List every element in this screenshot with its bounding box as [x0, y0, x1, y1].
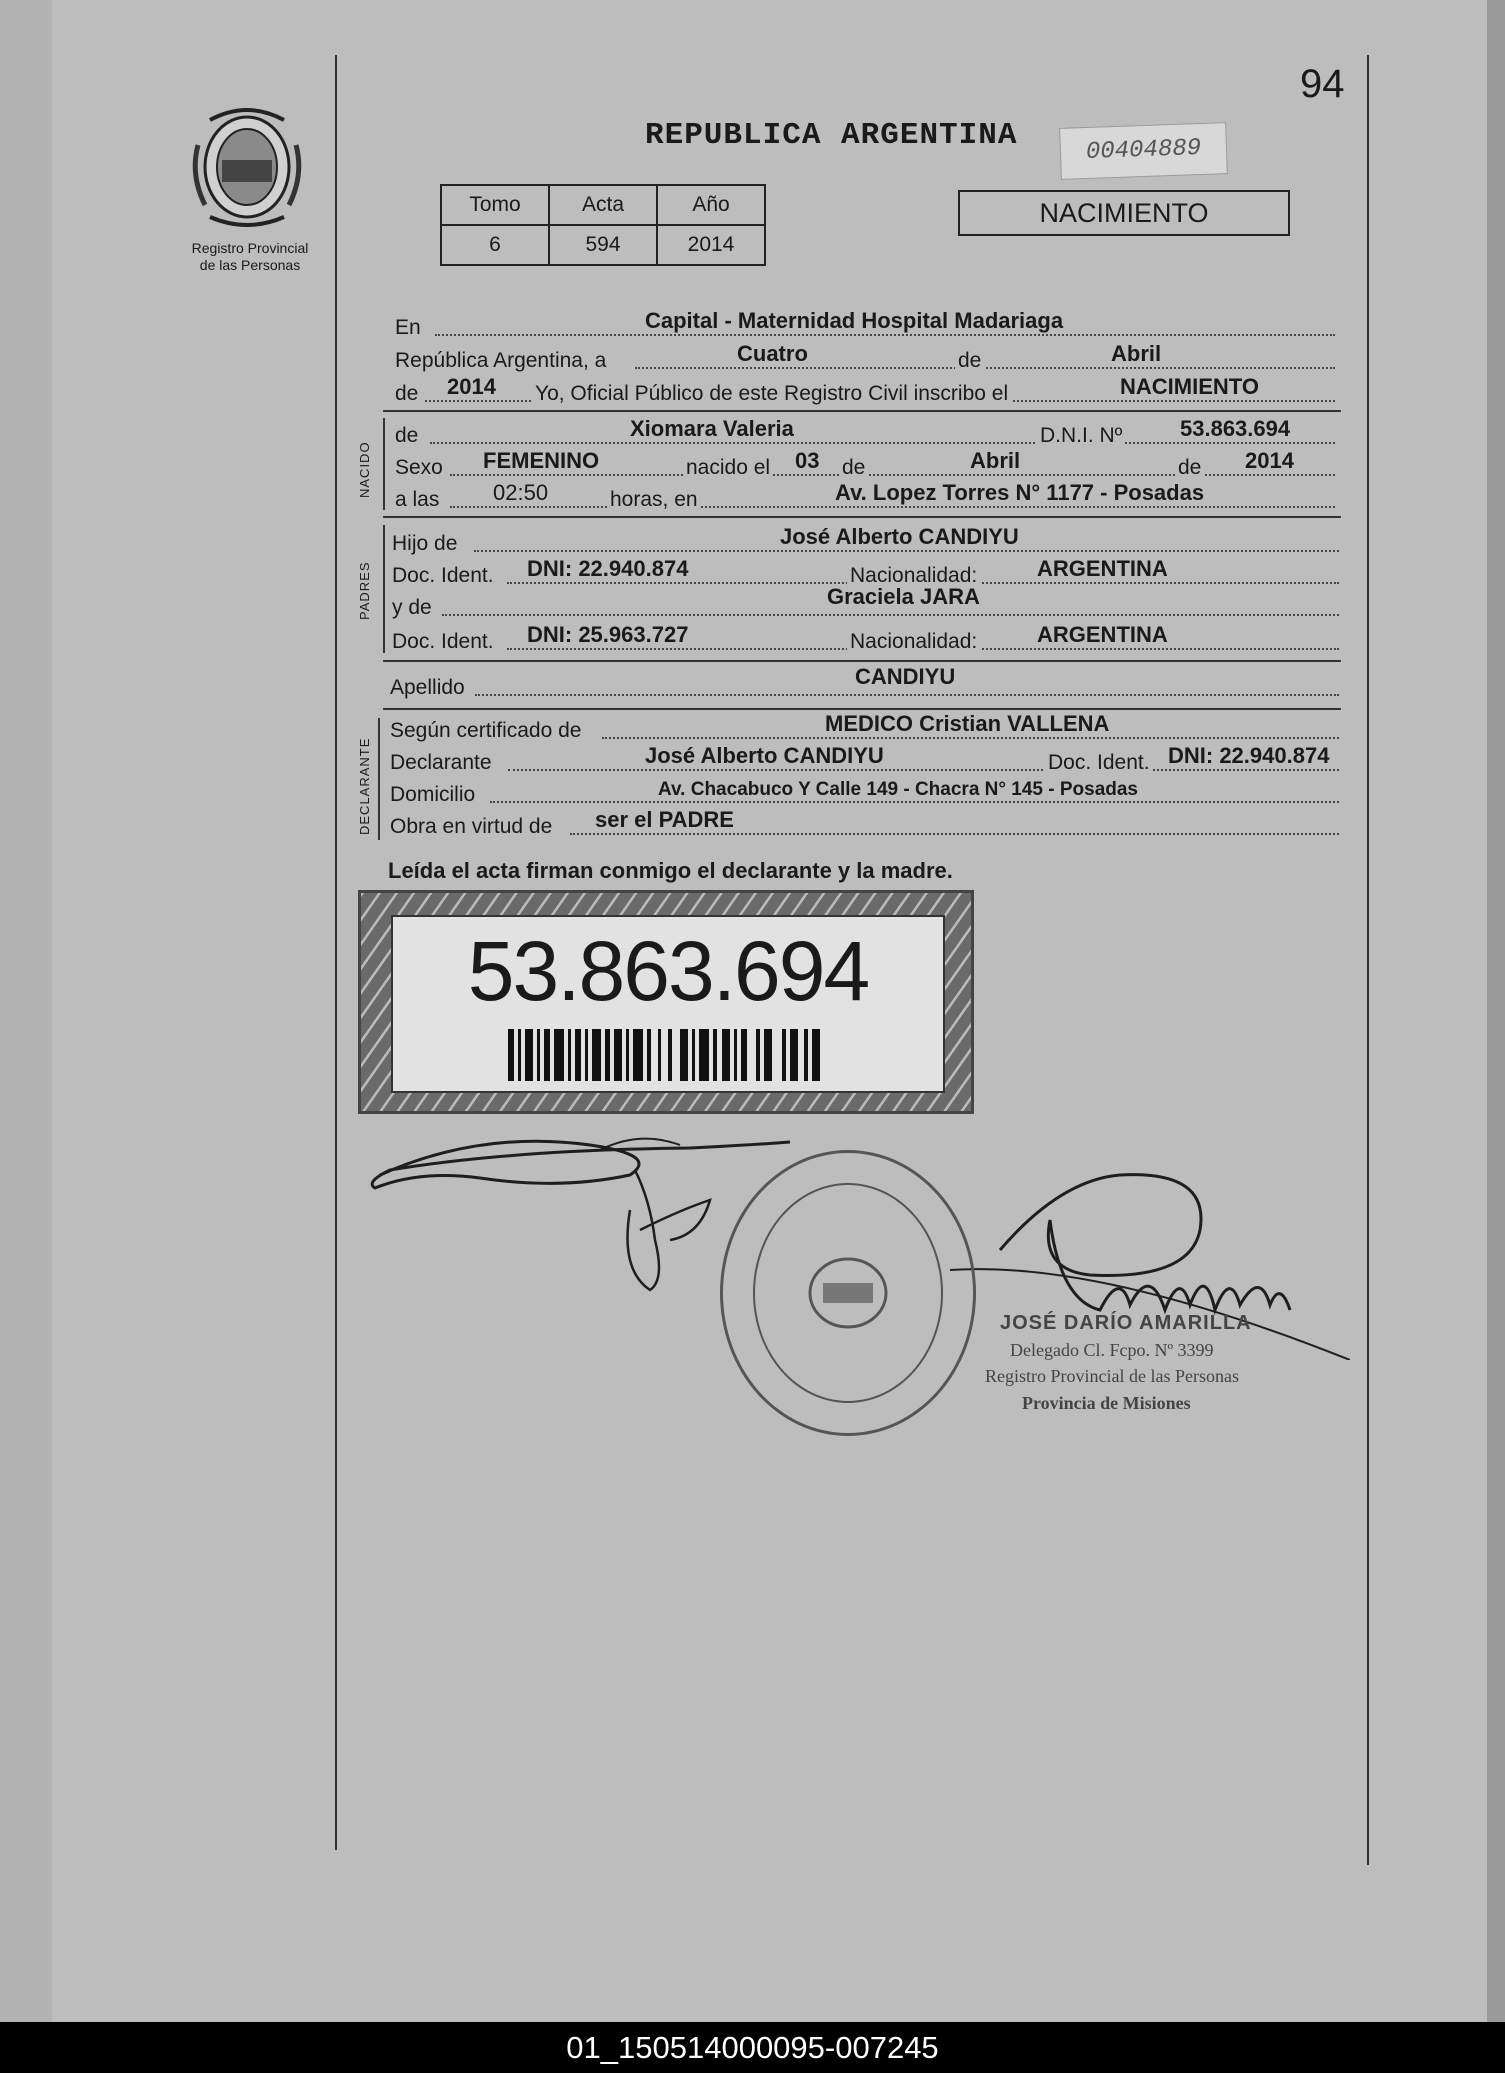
line-republica	[395, 343, 1340, 373]
value-apellido: CANDIYU	[855, 664, 956, 689]
value-act: NACIMIENTO	[1120, 374, 1259, 399]
left-frame-line	[335, 55, 337, 1850]
left-page-edge	[0, 0, 54, 2022]
official-title: Delegado Cl. Fcpo. Nº 3399	[1010, 1340, 1214, 1360]
right-frame-line	[1367, 55, 1369, 1865]
document-title: REPUBLICA ARGENTINA	[645, 118, 1018, 153]
line-hijo-de	[392, 526, 1340, 556]
line-nacido-name	[395, 418, 1340, 448]
label-declarante: Declarante	[390, 751, 492, 774]
declarant-signature-icon	[360, 1090, 800, 1200]
serial-stamp: 00404889	[1059, 122, 1228, 180]
value-mother-nat: ARGENTINA	[1037, 622, 1168, 647]
label-republica: República Argentina, a	[395, 349, 607, 372]
record-table-value-row	[441, 225, 765, 265]
label-nacido-el: nacido el	[683, 456, 773, 480]
value-name: Xiomara Valeria	[630, 416, 794, 441]
label-doc-ident: Doc. Ident.	[1045, 751, 1153, 775]
dotted-rule	[635, 367, 1335, 369]
label-nacionalidad: Nacionalidad:	[847, 630, 980, 654]
dni-sticker	[358, 890, 974, 1114]
section-bracket	[383, 525, 385, 653]
value-father-doc: DNI: 22.940.874	[527, 556, 689, 581]
label-certificado: Según certificado de	[390, 719, 582, 742]
value-father: José Alberto CANDIYU	[780, 524, 1019, 549]
section-bracket	[383, 418, 385, 510]
line-en	[395, 310, 1340, 340]
value-sexo: FEMENINO	[483, 448, 600, 473]
value-birth-place: Av. Lopez Torres N° 1177 - Posadas	[835, 480, 1205, 505]
dotted-rule	[602, 737, 1339, 739]
dotted-rule	[474, 550, 1339, 552]
line-domicilio	[390, 777, 1340, 807]
dotted-rule	[508, 769, 1339, 771]
label-y-de: y de	[392, 596, 432, 619]
label-domicilio: Domicilio	[390, 783, 476, 806]
value-tomo: 6	[441, 225, 549, 265]
dotted-rule	[490, 801, 1339, 803]
line-sexo	[395, 450, 1340, 480]
section-label-declarante: DECLARANTE	[357, 737, 372, 835]
value-year: 2014	[447, 374, 496, 399]
registry-label-line1: Registro Provincial	[191, 240, 309, 256]
section-rule	[383, 410, 1341, 412]
ministry-seal	[720, 1150, 976, 1436]
dotted-rule	[435, 334, 1335, 336]
value-anio: 2014	[657, 225, 765, 265]
value-father-nat: ARGENTINA	[1037, 556, 1168, 581]
label-statement: Yo, Oficial Público de este Registro Civil inscribo el	[532, 382, 1011, 406]
value-mother: Graciela JARA	[827, 584, 980, 609]
section-rule	[383, 708, 1341, 710]
file-id: 01_150514000095-007245	[566, 2030, 939, 2065]
value-birth-day: 03	[795, 448, 820, 473]
header-anio: Año	[657, 185, 765, 225]
record-table	[440, 184, 766, 266]
misiones-crest-icon	[190, 105, 305, 235]
dotted-rule	[430, 442, 1335, 444]
registry-label-line2: de las Personas	[199, 257, 301, 273]
value-declarante: José Alberto CANDIYU	[645, 743, 884, 768]
label-horas: horas, en	[607, 488, 701, 512]
dotted-rule	[442, 614, 1339, 616]
line-statement	[395, 376, 1340, 406]
dni-sticker-inner	[391, 915, 945, 1093]
line-declarante	[390, 745, 1340, 775]
value-obra: ser el PADRE	[595, 807, 734, 832]
value-day: Cuatro	[737, 341, 808, 366]
official-province: Provincia de Misiones	[1022, 1393, 1191, 1413]
label-de: de	[839, 456, 868, 480]
label-doc-ident: Doc. Ident.	[392, 564, 494, 587]
value-dni: 53.863.694	[1180, 416, 1291, 441]
value-declarante-doc: DNI: 22.940.874	[1168, 743, 1330, 768]
act-type-box: NACIMIENTO	[958, 190, 1290, 236]
label-sexo: Sexo	[395, 456, 443, 479]
label-dni: D.N.I. Nº	[1037, 424, 1125, 448]
value-place: Capital - Maternidad Hospital Madariaga	[645, 308, 1064, 333]
line-mother-doc	[392, 624, 1340, 654]
line-y-de	[392, 584, 1340, 620]
official-registry: Registro Provincial de las Personas	[985, 1366, 1239, 1386]
label-apellido: Apellido	[390, 676, 465, 699]
label-en: En	[395, 316, 421, 339]
closing-statement: Leída el acta firman conmigo el declarante y la madre.	[388, 858, 953, 883]
official-name: JOSÉ DARÍO AMARILLA	[1000, 1312, 1252, 1334]
dni-sticker-number: 53.863.694	[467, 924, 869, 1018]
section-label-padres: PADRES	[357, 561, 372, 620]
line-apellido	[390, 664, 1340, 700]
value-birth-year: 2014	[1245, 448, 1294, 473]
label-doc-ident: Doc. Ident.	[392, 630, 494, 653]
value-birth-month: Abril	[970, 448, 1021, 473]
dotted-rule	[475, 694, 1339, 696]
registry-label	[175, 240, 325, 274]
label-obra: Obra en virtud de	[390, 815, 553, 838]
label-nacionalidad: Nacionalidad:	[847, 564, 980, 588]
dotted-rule	[450, 506, 1335, 508]
value-mother-doc: DNI: 25.963.727	[527, 622, 689, 647]
page-number: 94	[1300, 62, 1345, 106]
mother-signature-icon	[610, 1160, 730, 1300]
barcode-icon	[508, 1029, 828, 1081]
dotted-rule	[570, 833, 1339, 835]
label-hijo-de: Hijo de	[392, 532, 458, 555]
section-bracket	[378, 718, 380, 840]
line-obra	[390, 809, 1340, 839]
label-de: de	[395, 424, 419, 447]
value-acta: 594	[549, 225, 657, 265]
section-rule	[383, 516, 1341, 518]
section-label-nacido: NACIDO	[357, 441, 372, 498]
label-de: de	[955, 349, 984, 373]
seal-crest-icon	[803, 1253, 893, 1333]
section-rule	[383, 660, 1341, 662]
record-table-header-row	[441, 185, 765, 225]
label-de2: de	[395, 382, 419, 405]
line-alas	[395, 482, 1340, 512]
label-alas: a las	[395, 488, 440, 511]
header-acta: Acta	[549, 185, 657, 225]
value-domicilio: Av. Chacabuco Y Calle 149 - Chacra N° 145 - Posadas	[658, 779, 1139, 800]
header-tomo: Tomo	[441, 185, 549, 225]
line-certificado	[390, 713, 1340, 743]
value-time: 02:50	[493, 480, 549, 505]
value-certificado: MEDICO Cristian VALLENA	[825, 711, 1110, 736]
value-month: Abril	[1111, 341, 1162, 366]
label-de: de	[1175, 456, 1204, 480]
